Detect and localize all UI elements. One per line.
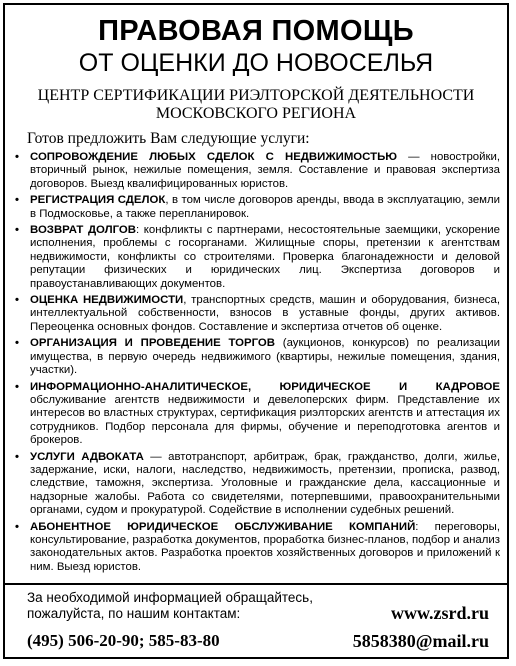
service-description: , в том числе договоров аренды, ввода в эксплуатацию, земли в Подмосковье, а также перепланировок.	[30, 194, 500, 220]
bullet-icon: •	[15, 194, 19, 207]
service-description: обслуживание агентств недвижимости и девелоперских фирм. Представление их интересов во властных структурах, сертификация риэлторских агентств и аттестация их сотрудников. Подбор персонала для фирмы, обучение и переподготовка агентов и брокеров.	[30, 393, 500, 447]
service-item-lawyer	[14, 451, 500, 518]
service-description: , транспортных средств, машин и оборудования, бизнеса, интеллектуальной собственности, взносов в уставные фонды, других активов. Переоценка основных фондов. Составление и экспертиза отчетов об оценке.	[30, 294, 500, 333]
service-title: ВОЗВРАТ ДОЛГОВ	[30, 224, 137, 237]
service-title: ИНФОРМАЦИОННО-АНАЛИТИЧЕСКОЕ, ЮРИДИЧЕСКОЕ И КАДРОВОЕ	[30, 380, 500, 393]
service-item-auctions	[14, 337, 500, 377]
service-title: АБОНЕНТНОЕ ЮРИДИЧЕСКОЕ ОБСЛУЖИВАНИЕ КОМПАНИЙ	[30, 520, 416, 533]
service-title: УСЛУГИ АДВОКАТА	[30, 450, 144, 463]
service-description: — новостройки, вторичный рынок, нежилые помещения, земля. Составление и правовая экспертиза договоров. Выезд квалифицированных юристов.	[30, 151, 500, 190]
service-description: : конфликты с партнерами, несостоятельные заемщики, ускорение исполнения, проблемы с госорганами. Жилищные споры, претензии к агентствам недвижимости, конфликты со строителями. Проверка благонадежности и деловой репутации физических и юридических лиц. Экспертиза договоров и правоустанавливающих документов.	[30, 224, 500, 290]
email-link[interactable]: 5858380@mail.ru	[352, 631, 489, 651]
service-title: ОЦЕНКА НЕДВИЖИМОСТИ	[30, 294, 184, 307]
phone-numbers: (495) 506-20-90; 585-83-80	[27, 631, 220, 650]
service-description: : переговоры, консультирование, разработка документов, проработка бизнес-планов, подбор и анализ законодательных актов. Разработка проектов хозяйственных договоров и приложений к ним. Выезд юристов.	[30, 520, 500, 573]
service-item-agency-services	[14, 381, 500, 448]
service-item-debt-recovery	[14, 224, 500, 291]
bullet-icon: •	[15, 380, 19, 393]
service-item-valuation	[14, 294, 500, 334]
bullet-icon: •	[15, 450, 19, 463]
organization-name-line1: ЦЕНТР СЕРТИФИКАЦИИ РИЭЛТОРСКОЙ ДЕЯТЕЛЬНОСТИ	[37, 87, 475, 104]
service-title: СОПРОВОЖДЕНИЕ ЛЮБЫХ СДЕЛОК С НЕДВИЖИМОСТЬЮ	[30, 151, 397, 163]
contact-invitation	[27, 590, 313, 622]
bullet-icon: •	[15, 337, 19, 350]
contact-line-1: За необходимой информацией обращайтесь,	[27, 590, 313, 605]
bullet-icon: •	[15, 151, 19, 163]
advertisement-frame	[3, 3, 509, 659]
service-item-registration	[14, 194, 500, 221]
bullet-icon: •	[15, 520, 19, 533]
service-description: (аукционов, конкурсов) по реализации имущества, в первую очередь недвижимого (квартиры, нежилые помещения, здания, участки).	[30, 337, 500, 377]
service-item-deal-support	[14, 151, 500, 191]
service-description: — автотранспорт, арбитраж, брак, гражданство, долги, жилье, задержание, иски, налоги, наследство, недвижимость, претензии, прописка, развод, следствие, таможня, экспертиза. Уголовные и гражданские дела, кассационные и надзорные жалобы. Работа со свидетелями, потерпевшими, правоохранительными органами, судом и прокуратурой. Содействие в исполнении судебных решений.	[30, 450, 500, 517]
bullet-icon: •	[15, 224, 19, 237]
services-list	[14, 151, 500, 577]
service-title: РЕГИСТРАЦИЯ СДЕЛОК	[30, 194, 166, 207]
bullet-icon: •	[15, 294, 19, 307]
footer-divider	[5, 583, 507, 585]
services-intro: Готов предложить Вам следующие услуги:	[27, 130, 310, 147]
service-item-subscription-legal	[14, 521, 500, 575]
organization-name-line2: МОСКОВСКОГО РЕГИОНА	[155, 105, 357, 122]
ad-subtitle: ОТ ОЦЕНКИ ДО НОВОСЕЛЬЯ	[78, 49, 434, 77]
website-link[interactable]: www.zsrd.ru	[391, 603, 489, 623]
service-title: ОРГАНИЗАЦИЯ И ПРОВЕДЕНИЕ ТОРГОВ	[30, 337, 276, 350]
contact-line-2: пожалуйста, по нашим контактам:	[27, 606, 241, 621]
ad-title: ПРАВОВАЯ ПОМОЩЬ	[98, 15, 414, 47]
